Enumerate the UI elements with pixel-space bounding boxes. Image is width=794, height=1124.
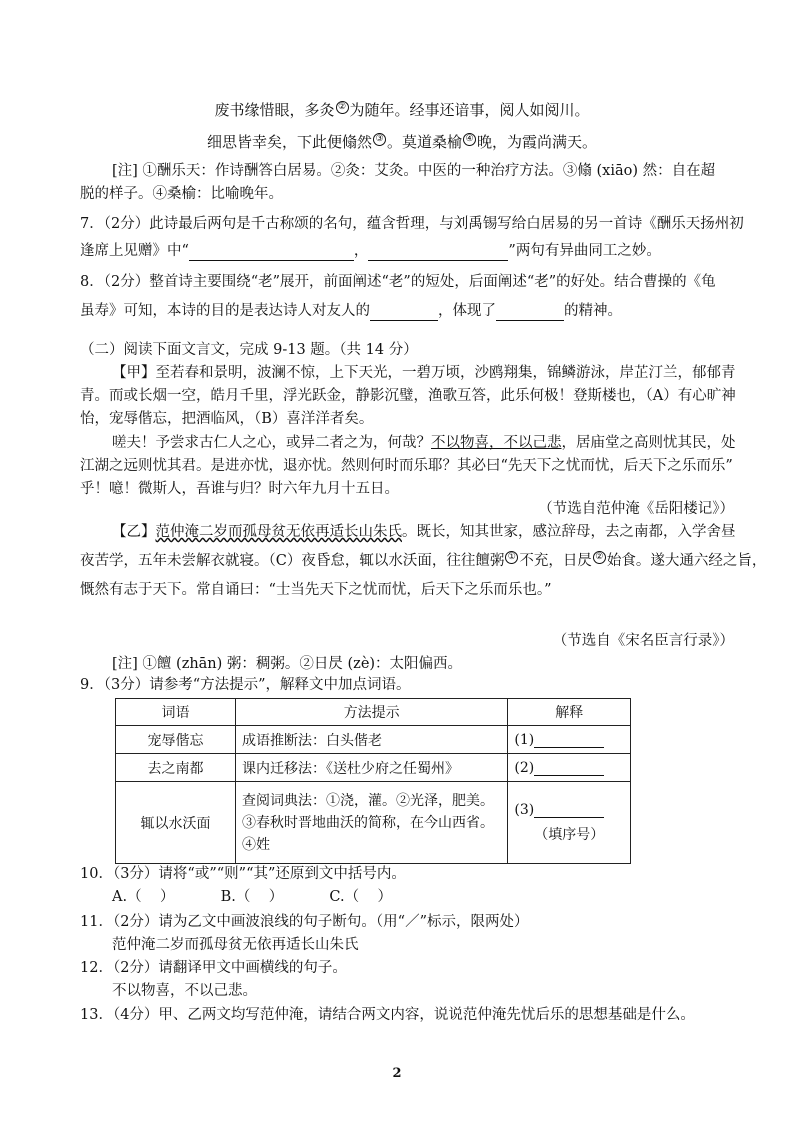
column-header: 词语 xyxy=(116,699,236,726)
question-10-options[interactable]: A.（ ） B.（ ） C.（ ） xyxy=(112,889,393,905)
question-11-sentence: 范仲淹二岁而孤母贫无依再适长山朱氏 xyxy=(112,937,359,953)
footnote-marker: ① xyxy=(505,551,518,564)
hint-cell: 成语推断法：白头偕老 xyxy=(235,726,507,754)
answer-blank[interactable] xyxy=(368,244,508,261)
footnote-marker: ② xyxy=(336,101,349,114)
answer-blank[interactable] xyxy=(370,304,438,321)
table-row xyxy=(116,782,631,864)
footnote-marker: ④ xyxy=(463,133,476,146)
page-number: 2 xyxy=(392,1066,402,1081)
section-2-heading: （二）阅读下面文言文，完成 9-13 题。（共 14 分） xyxy=(80,342,418,358)
poem-line-2: 细思皆幸矣，下此便翛然 ③ 。莫道桑榆 ④ 晚，为霞尚满天。 xyxy=(206,133,598,151)
passage-jia-line-1: 【甲】至若春和景明，波澜不惊，上下天光，一碧万顷，沙鸥翔集，锦鳞游泳，岸芷汀兰，郁郁青 xyxy=(112,365,736,381)
passage-jia-line-4: 嗟夫！予尝求古仁人之心，或异二者之为，何哉？不以物喜，不以己悲，居庙堂之高则忧其民，处 xyxy=(112,435,736,451)
question-12-stem: 12．（2分）请翻译甲文中画横线的句子。 xyxy=(80,960,347,976)
table-row xyxy=(116,754,631,782)
answer-blank[interactable] xyxy=(189,244,354,261)
poem-line-1: 废书缘惜眼，多灸 ② 为随年。经事还谙事，阅人如阅川。 xyxy=(214,101,590,119)
answer-cell[interactable]: (2) xyxy=(508,754,631,782)
passage-yi-line-3: 慨然有志于天下。常自诵曰：“士当先天下之忧而忧，后天下之乐而乐也。” xyxy=(80,582,552,598)
passage-yi-source: （节选自《宋名臣言行录》） xyxy=(552,633,734,649)
question-12-sentence: 不以物喜，不以己悲。 xyxy=(112,983,257,999)
word-cell: 去之南都 xyxy=(116,754,236,782)
footnote-marker: ② xyxy=(593,551,606,564)
method-table xyxy=(115,698,631,864)
question-11-stem: 11．（2分）请为乙文中画波浪线的句子断句。（用“／”标示，限两处） xyxy=(80,914,529,930)
passage-jia-line-6: 乎！噫！微斯人，吾谁与归？时六年九月十五日。 xyxy=(80,481,399,497)
answer-cell[interactable]: (3) （填序号） xyxy=(508,782,631,864)
note-2: [注] ①饘 (zhān) 粥：稠粥。②日昃 (zè)：太阳偏西。 xyxy=(112,656,463,672)
table-header-row xyxy=(116,699,631,726)
footnote-marker: ③ xyxy=(373,133,386,146)
column-header: 解释 xyxy=(508,699,631,726)
question-8-line-2: 虽寿》可知，本诗的目的是表达诗人对友人的 ，体现了 的精神。 xyxy=(80,303,622,319)
passage-yi-line-2: 夜苦学，五年未尝解衣就寝。（C）夜昏怠，辄以水沃面，往往饘粥 ① 不充，日昃 ② 始食。遂大通六经之旨， xyxy=(80,552,767,569)
question-10-stem: 10．（3分）请将“或”“则”“其”还原到文中括号内。 xyxy=(80,866,406,882)
passage-yi-line-1: 【乙】范仲淹二岁而孤母贫无依再适长山朱氏。既长，知其世家，感泣辞母，去之南都，入学舍昼 xyxy=(112,524,736,540)
answer-cell[interactable]: (1) xyxy=(508,726,631,754)
answer-blank[interactable] xyxy=(496,304,564,321)
hint-cell: 课内迁移法：《送杜少府之任蜀州》 xyxy=(235,754,507,782)
passage-jia-source: （节选自范仲淹《岳阳楼记》） xyxy=(538,501,734,517)
passage-jia-line-3: 怡，宠辱偕忘，把酒临风，（B）喜洋洋者矣。 xyxy=(80,411,374,427)
hint-cell: 查阅词典法：①浇，灌。②光泽，肥美。③春秋时晋地曲沃的简称，在今山西省。④姓 xyxy=(235,782,507,864)
passage-jia-line-5: 江湖之远则忧其君。是进亦忧，退亦忧。然则何时而乐耶？其必曰“先天下之忧而忧，后天下之乐而乐” xyxy=(80,458,733,474)
wavy-underlined-sentence: 范仲淹二岁而孤母贫无依再适长山朱氏 xyxy=(155,524,402,540)
word-cell: 宠辱偕忘 xyxy=(116,726,236,754)
note-1-line-1: [注] ①酬乐天：作诗酬答白居易。②灸：艾灸。中医的一种治疗方法。③翛 (xiāo) 然：自在超 xyxy=(112,163,716,179)
passage-jia-line-2: 青。而或长烟一空，皓月千里，浮光跃金，静影沉璧，渔歌互答，此乐何极！登斯楼也，（A）有心旷神 xyxy=(80,388,736,404)
question-8-stem: 8．（2分）整首诗主要围绕“老”展开，前面阐述“老”的短处，后面阐述“老”的好处。结合曹操的《龟 xyxy=(80,274,716,290)
table-row xyxy=(116,726,631,754)
question-7-stem: 7．（2分）此诗最后两句是千古称颂的名句，蕴含哲理，与刘禹锡写给白居易的另一首诗《酬乐天扬州初 xyxy=(80,216,744,232)
question-13-stem: 13．（4分）甲、乙两文均写范仲淹，请结合两文内容，说说范仲淹先忧后乐的思想基础是什么。 xyxy=(80,1007,695,1023)
question-7-line-2: 逢席上见赠》中“ ， ”两句有异曲同工之妙。 xyxy=(80,243,661,259)
word-cell: 辄以水沃面 xyxy=(116,782,236,864)
note-1-line-2: 脱的样子。④桑榆：比喻晚年。 xyxy=(80,186,283,202)
question-9-stem: 9．（3分）请参考“方法提示”，解释文中加点词语。 xyxy=(80,677,411,693)
column-header: 方法提示 xyxy=(235,699,507,726)
underlined-sentence: 不以物喜，不以己悲 xyxy=(431,435,562,451)
